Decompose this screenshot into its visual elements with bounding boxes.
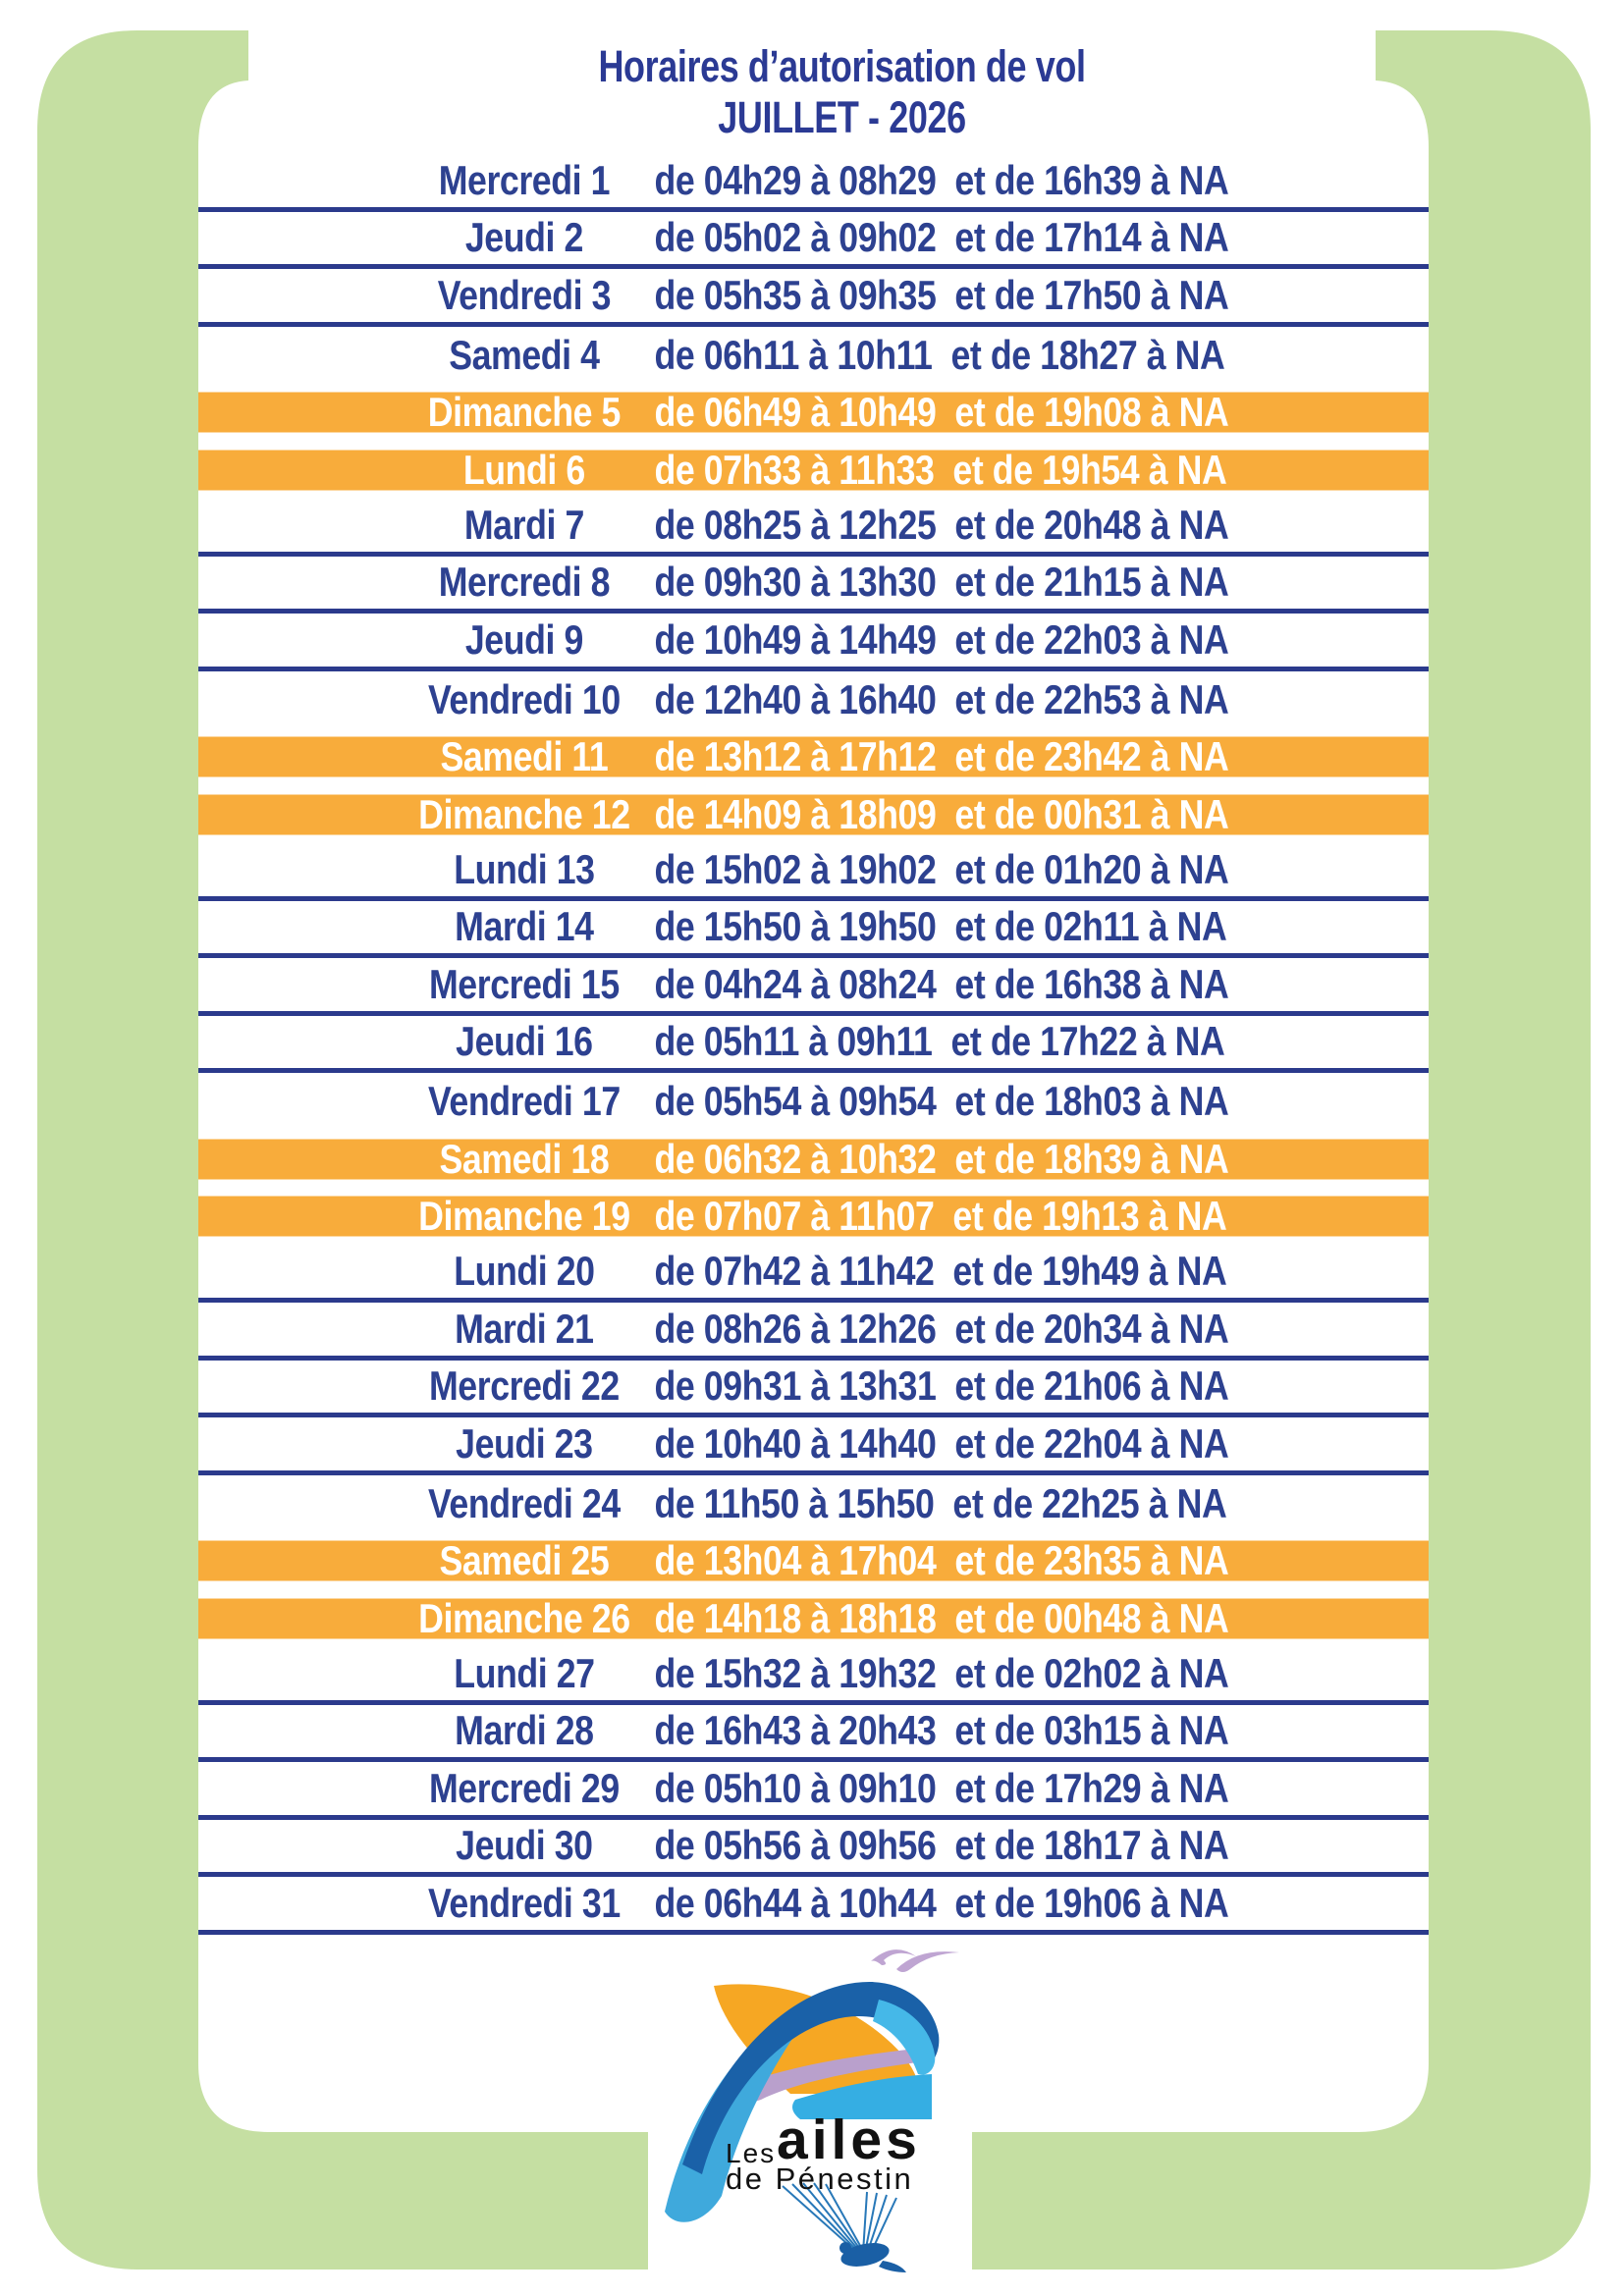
title-block bbox=[373, 41, 1312, 143]
time-range-label: de 07h07 à 11h07 et de 19h13 à NA bbox=[654, 1193, 1227, 1240]
schedule-row bbox=[198, 1016, 1429, 1074]
time-range-label: de 08h25 à 12h25 et de 20h48 à NA bbox=[654, 501, 1229, 548]
row-text bbox=[272, 1420, 1318, 1468]
day-label: Jeudi 23 bbox=[456, 1419, 593, 1467]
row-text bbox=[272, 1765, 1318, 1812]
day-label: Lundi 6 bbox=[462, 446, 585, 493]
day-label: Jeudi 16 bbox=[456, 1018, 593, 1065]
schedule-row bbox=[198, 1532, 1429, 1590]
club-logo bbox=[643, 1939, 992, 2296]
row-text bbox=[272, 1595, 1318, 1642]
page-title: Horaires d’autorisation de vol bbox=[598, 41, 1086, 91]
day-label: Mardi 14 bbox=[455, 903, 594, 950]
row-text bbox=[272, 1078, 1318, 1125]
schedule-row bbox=[198, 728, 1429, 786]
day-label: Vendredi 10 bbox=[428, 675, 621, 722]
row-text bbox=[272, 1193, 1318, 1240]
day-label: Jeudi 2 bbox=[464, 214, 583, 261]
time-range-label: de 04h24 à 08h24 et de 16h38 à NA bbox=[654, 960, 1229, 1007]
schedule-row bbox=[198, 958, 1429, 1016]
schedule-row bbox=[198, 499, 1429, 557]
month-title: JUILLET - 2026 bbox=[718, 92, 966, 143]
row-text bbox=[272, 332, 1318, 379]
day-label: Dimanche 5 bbox=[427, 389, 621, 436]
schedule-row bbox=[198, 1417, 1429, 1475]
time-range-label: de 14h09 à 18h09 et de 00h31 à NA bbox=[654, 790, 1229, 837]
row-text bbox=[272, 791, 1318, 838]
logo-text-ailes: ailes bbox=[777, 2109, 921, 2171]
row-text bbox=[272, 616, 1318, 664]
time-range-label: de 10h49 à 14h49 et de 22h03 à NA bbox=[654, 615, 1229, 663]
row-text bbox=[272, 1880, 1318, 1927]
day-label: Mardi 28 bbox=[455, 1707, 594, 1754]
row-text bbox=[272, 157, 1318, 204]
day-label: Mardi 21 bbox=[455, 1305, 594, 1352]
time-range-label: de 13h04 à 17h04 et de 23h35 à NA bbox=[654, 1537, 1229, 1584]
time-range-label: de 15h32 à 19h32 et de 02h02 à NA bbox=[654, 1649, 1229, 1696]
time-range-label: de 05h54 à 09h54 et de 18h03 à NA bbox=[654, 1078, 1229, 1125]
time-range-label: de 05h02 à 09h02 et de 17h14 à NA bbox=[654, 214, 1229, 261]
row-text bbox=[272, 961, 1318, 1008]
time-range-label: de 15h02 à 19h02 et de 01h20 à NA bbox=[654, 845, 1229, 892]
time-range-label: de 15h50 à 19h50 et de 02h11 à NA bbox=[654, 903, 1227, 950]
logo-text-les: Les bbox=[726, 2138, 777, 2168]
schedule-row bbox=[198, 1361, 1429, 1418]
row-text bbox=[272, 447, 1318, 494]
day-label: Mercredi 8 bbox=[438, 559, 611, 606]
time-range-label: de 11h50 à 15h50 et de 22h25 à NA bbox=[654, 1479, 1227, 1526]
schedule-row bbox=[198, 442, 1429, 500]
schedule-row bbox=[198, 269, 1429, 327]
time-range-label: de 06h49 à 10h49 et de 19h08 à NA bbox=[654, 389, 1229, 436]
time-range-label: de 12h40 à 16h40 et de 22h53 à NA bbox=[654, 675, 1229, 722]
time-range-label: de 16h43 à 20h43 et de 03h15 à NA bbox=[654, 1707, 1229, 1754]
schedule-row bbox=[198, 671, 1429, 729]
time-range-label: de 14h18 à 18h18 et de 00h48 à NA bbox=[654, 1594, 1229, 1641]
time-range-label: de 09h30 à 13h30 et de 21h15 à NA bbox=[654, 559, 1229, 606]
row-text bbox=[272, 214, 1318, 261]
schedule-row bbox=[198, 1131, 1429, 1189]
schedule-row bbox=[198, 1877, 1429, 1935]
day-label: Vendredi 3 bbox=[437, 271, 612, 318]
day-label: Samedi 25 bbox=[439, 1537, 610, 1584]
schedule-table bbox=[198, 154, 1429, 1935]
row-text bbox=[272, 1537, 1318, 1584]
row-text bbox=[272, 903, 1318, 950]
time-range-label: de 05h56 à 09h56 et de 18h17 à NA bbox=[654, 1822, 1229, 1869]
schedule-row bbox=[198, 1590, 1429, 1648]
time-range-label: de 10h40 à 14h40 et de 22h04 à NA bbox=[654, 1419, 1229, 1467]
time-range-label: de 05h35 à 09h35 et de 17h50 à NA bbox=[654, 271, 1229, 318]
row-text bbox=[272, 1306, 1318, 1353]
schedule-row bbox=[198, 1762, 1429, 1820]
row-text bbox=[272, 559, 1318, 606]
time-range-label: de 06h32 à 10h32 et de 18h39 à NA bbox=[654, 1135, 1229, 1182]
day-label: Samedi 11 bbox=[440, 733, 609, 780]
schedule-row bbox=[198, 1475, 1429, 1533]
schedule-row bbox=[198, 786, 1429, 844]
row-text bbox=[272, 733, 1318, 780]
day-label: Samedi 18 bbox=[439, 1135, 610, 1182]
day-label: Dimanche 12 bbox=[418, 790, 630, 837]
schedule-row bbox=[198, 212, 1429, 270]
time-range-label: de 09h31 à 13h31 et de 21h06 à NA bbox=[654, 1362, 1229, 1410]
time-range-label: de 05h11 à 09h11 et de 17h22 à NA bbox=[654, 1018, 1225, 1065]
day-label: Lundi 20 bbox=[454, 1248, 595, 1295]
schedule-row bbox=[198, 1073, 1429, 1131]
row-text bbox=[272, 1822, 1318, 1869]
schedule-row bbox=[198, 1647, 1429, 1705]
schedule-row bbox=[198, 1303, 1429, 1361]
schedule-row bbox=[198, 1246, 1429, 1304]
day-label: Vendredi 17 bbox=[428, 1078, 621, 1125]
row-text bbox=[272, 846, 1318, 893]
time-range-label: de 07h33 à 11h33 et de 19h54 à NA bbox=[654, 446, 1227, 493]
day-label: Jeudi 30 bbox=[456, 1822, 593, 1869]
row-text bbox=[272, 676, 1318, 723]
time-range-label: de 05h10 à 09h10 et de 17h29 à NA bbox=[654, 1764, 1229, 1811]
time-range-label: de 06h44 à 10h44 et de 19h06 à NA bbox=[654, 1879, 1229, 1926]
day-label: Mercredi 29 bbox=[428, 1764, 620, 1811]
day-label: Vendredi 31 bbox=[428, 1879, 621, 1926]
schedule-row bbox=[198, 1820, 1429, 1878]
schedule-row bbox=[198, 154, 1429, 212]
row-text bbox=[272, 1480, 1318, 1527]
schedule-row bbox=[198, 614, 1429, 671]
time-range-label: de 08h26 à 12h26 et de 20h34 à NA bbox=[654, 1305, 1229, 1352]
day-label: Lundi 13 bbox=[454, 845, 595, 892]
logo-text-de-penestin: de Pénestin bbox=[726, 2162, 914, 2196]
time-range-label: de 07h42 à 11h42 et de 19h49 à NA bbox=[654, 1248, 1227, 1295]
row-text bbox=[272, 389, 1318, 436]
time-range-label: de 13h12 à 17h12 et de 23h42 à NA bbox=[654, 733, 1229, 780]
schedule-row bbox=[198, 843, 1429, 901]
day-label: Dimanche 26 bbox=[418, 1594, 630, 1641]
seagull-icon bbox=[871, 1949, 959, 1972]
row-text bbox=[272, 1018, 1318, 1065]
day-label: Mercredi 15 bbox=[428, 960, 620, 1007]
row-text bbox=[272, 502, 1318, 549]
row-text bbox=[272, 272, 1318, 319]
day-label: Samedi 4 bbox=[449, 331, 600, 378]
row-text bbox=[272, 1248, 1318, 1295]
row-text bbox=[272, 1362, 1318, 1410]
time-range-label: de 04h29 à 08h29 et de 16h39 à NA bbox=[654, 156, 1229, 203]
schedule-row bbox=[198, 901, 1429, 959]
schedule-row bbox=[198, 557, 1429, 614]
schedule-row bbox=[198, 1705, 1429, 1763]
day-label: Lundi 27 bbox=[454, 1649, 595, 1696]
row-text bbox=[272, 1650, 1318, 1697]
schedule-row bbox=[198, 384, 1429, 442]
row-text bbox=[272, 1136, 1318, 1183]
day-label: Dimanche 19 bbox=[418, 1193, 630, 1240]
row-text bbox=[272, 1707, 1318, 1754]
schedule-row bbox=[198, 1188, 1429, 1246]
day-label: Mercredi 1 bbox=[438, 156, 611, 203]
day-label: Jeudi 9 bbox=[464, 615, 583, 663]
day-label: Mardi 7 bbox=[463, 501, 584, 548]
day-label: Vendredi 24 bbox=[428, 1479, 621, 1526]
schedule-row bbox=[198, 327, 1429, 385]
time-range-label: de 06h11 à 10h11 et de 18h27 à NA bbox=[654, 331, 1225, 378]
day-label: Mercredi 22 bbox=[428, 1362, 620, 1410]
